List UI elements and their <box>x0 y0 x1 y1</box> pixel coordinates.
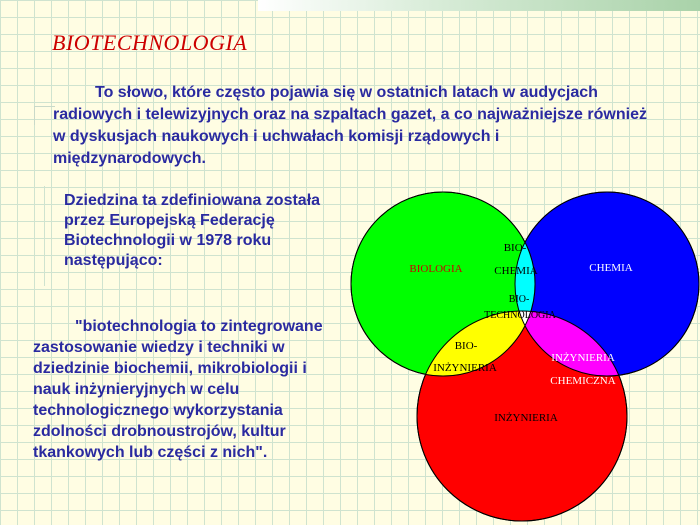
slide-title: BIOTECHNOLOGIA <box>52 30 248 55</box>
label-biochemistry-line2: CHEMIA <box>494 265 538 277</box>
label-biology: BIOLOGIA <box>409 263 463 275</box>
definition-quote-text: "biotechnologia to zintegrowane zastosowanie wiedzy i techniki w dziedzinie biochemii, mikrobiologii i nauk inżynieryjnych w celu technologicznego wykorzystania zdolności drobnoustrojów, kultur tkankowych lub części z nich". <box>33 318 323 461</box>
label-bioengineering-line1: BIO- <box>454 340 478 352</box>
label-biochemistry-line1: BIO- <box>503 242 527 254</box>
definition-intro-text: Dziedzina ta zdefiniowana została przez Europejską Federację Biotechnologii w 1978 roku następująco: <box>64 192 321 269</box>
intro-paragraph: To słowo, które często pojawia się w ostatnich latach w audycjach radiowych i telewizyjnych oraz na szpaltach gazet, a co najważniejsze również w dyskusjach naukowych i uchwałach komisji rządowych i międzynarodowych. <box>53 84 647 167</box>
label-biotechnology-line2: TECHNOLOGIA <box>484 310 556 321</box>
label-engineering: INŻYNIERIA <box>494 412 558 424</box>
label-chemical-engineering-line1: INŻYNIERIA <box>551 352 615 364</box>
label-chemical-engineering-line2: CHEMICZNA <box>550 375 616 387</box>
label-biotechnology-line1: BIO- <box>508 294 530 305</box>
label-chemistry: CHEMIA <box>589 262 633 274</box>
label-bioengineering-line2: INŻYNIERIA <box>433 362 497 374</box>
